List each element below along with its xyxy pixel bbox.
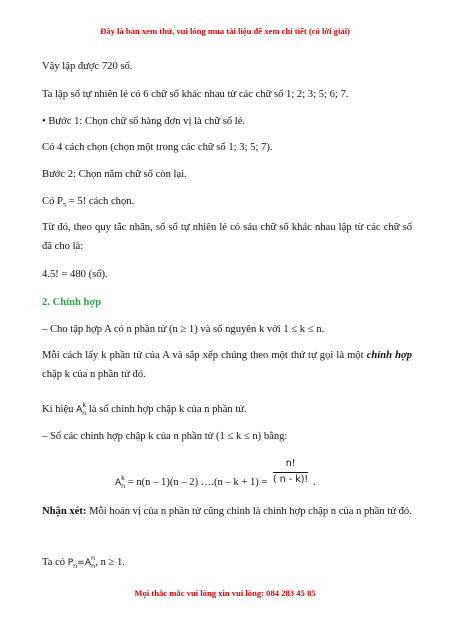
contact-banner: Mọi thắc mắc vui lòng xin vui lòng: 084 283 45 85 (134, 588, 316, 598)
section-heading: 2. Chỉnh hợp (42, 297, 102, 308)
text-line: 4.5! = 480 (số). (42, 269, 108, 280)
period: . (313, 477, 316, 488)
symbol-A-n-n: $A^n_n$ (84, 554, 96, 570)
text-line: Kí hiệu $A^k_n$ là số chỉnh hợp chập k của n phần tử. (42, 401, 247, 417)
text-line: Ta lập số tự nhiên lẻ có 6 chữ số khác nhau từ các chữ số 1; 2; 3; 5; 6; 7. (42, 89, 349, 100)
symbol-A-n-k: $A^k_n$ (115, 474, 126, 490)
text-line: Bước 2: Chọn năm chữ số còn lại. (42, 169, 187, 180)
formula: $A^k_n = n(n - 1)(n - 2)$ ….(n – k + 1) = (115, 474, 268, 490)
text-line: Ta có $P_n=A^n_n$, n ≥ 1. (42, 554, 125, 570)
text-line: – Cho tập hợp A có n phần tử (n ≥ 1) và số nguyên k với 1 ≤ k ≤ n. (42, 324, 325, 335)
term-chinh-hop: chỉnh hợp (366, 350, 412, 361)
paragraph: Mỗi cách lấy k phần tử của A và sắp xếp chúng theo một thứ tự gọi là một chỉnh hợp chập k của n phần tử đó. (42, 350, 412, 380)
paragraph: Từ đó, theo quy tắc nhân, số số tự nhiên lẻ có sáu chữ số khác nhau lập từ các chữ số đã cho là: (42, 222, 412, 252)
paragraph: Nhận xét: Mỗi hoán vị của n phần tử cũng chính là chỉnh hợp chập n của n phần tử đó. (42, 506, 412, 517)
symbol-A-n-k: $A^k_n$ (76, 401, 87, 417)
fraction: $\frac{n!}{( n - k)!}$ (273, 458, 309, 485)
preview-banner: Đây là bản xem thử, vui lòng mua tài liệu để xem chi tiết (có lời giải) (100, 26, 350, 36)
text-line: – Số các chỉnh hợp chập k của n phần tử (1 ≤ k ≤ n) bằng: (42, 431, 288, 442)
text-line: Có $P_5 = 5$! cách chọn. (42, 196, 135, 209)
text-line: Có 4 cách chọn (chọn một trong các chữ số 1; 3; 5; 7). (42, 142, 273, 153)
text-line: Vậy lập được 720 số. (42, 61, 133, 72)
symbol-P-n: $P_n$ (67, 558, 78, 570)
text-line: • Bước 1: Chọn chữ số hàng đơn vị là chữ số lẻ. (42, 116, 246, 127)
